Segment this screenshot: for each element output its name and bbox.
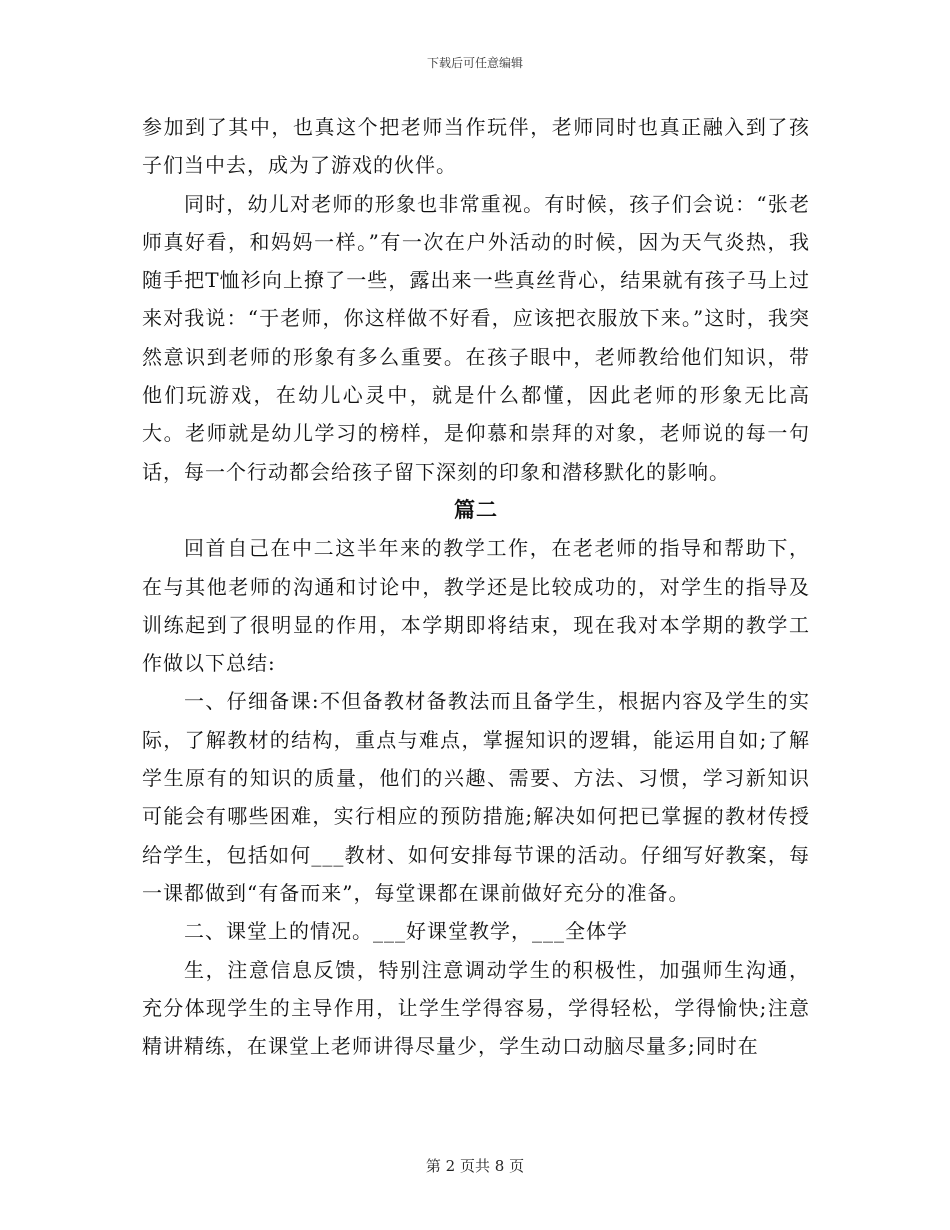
- paragraph: 生，注意信息反馈，特别注意调动学生的积极性，加强师生沟通，充分体现学生的主导作用，让学生学得容易，学得轻松，学得愉快;注意精讲精练，在课堂上老师讲得尽量少，学生动口动脑尽量多;同时在: [142, 957, 810, 1059]
- paragraph: 一、仔细备课:不但备教材备教法而且备学生，根据内容及学生的实际，了解教材的结构，重点与难点，掌握知识的逻辑，能运用自如;了解学生原有的知识的质量，他们的兴趣、需要、方法、习惯，学习新知识可能会有哪些困难，实行相应的预防措施;解决如何把已掌握的教材传授给学生，包括如何___教材、如何安排每节课的活动。仔细写好教案，每一课都做到“有备而来”，每堂课都在课前做好充分的准备。: [142, 689, 810, 905]
- paragraph: 二、课堂上的情况。___好课堂教学，___全体学: [184, 919, 628, 944]
- paragraph: 参加到了其中，也真这个把老师当作玩伴，老师同时也真正融入到了孩子们当中去，成为了游戏的伙伴。: [142, 115, 810, 178]
- page-header: 下载后可任意编辑: [426, 56, 523, 70]
- paragraph: 回首自己在中二这半年来的教学工作，在老老师的指导和帮助下，在与其他老师的沟通和讨论中，教学还是比较成功的，对学生的指导及训练起到了很明显的作用，本学期即将结束，现在我对本学期的教学工作做以下总结:: [142, 536, 810, 676]
- page-footer: 第 2 页共 8 页: [425, 1157, 525, 1175]
- paragraph: 同时，幼儿对老师的形象也非常重视。有时候，孩子们会说：“张老师真好看，和妈妈一样。”有一次在户外活动的时候，因为天气炎热，我随手把T恤衫向上撩了一些，露出来一些真丝背心，结果就有孩子马上过来对我说：“于老师，你这样做不好看，应该把衣服放下来。”这时，我突然意识到老师的形象有多么重要。在孩子眼中，老师教给他们知识，带他们玩游戏，在幼儿心灵中，就是什么都懂，因此老师的形象无比高大。老师就是幼儿学习的榜样，是仰慕和崇拜的对象，老师说的每一句话，每一个行动都会给孩子留下深刻的印象和潜移默化的影响。: [142, 191, 810, 484]
- document-body: [142, 108, 810, 1065]
- section-heading: 篇二: [454, 497, 498, 522]
